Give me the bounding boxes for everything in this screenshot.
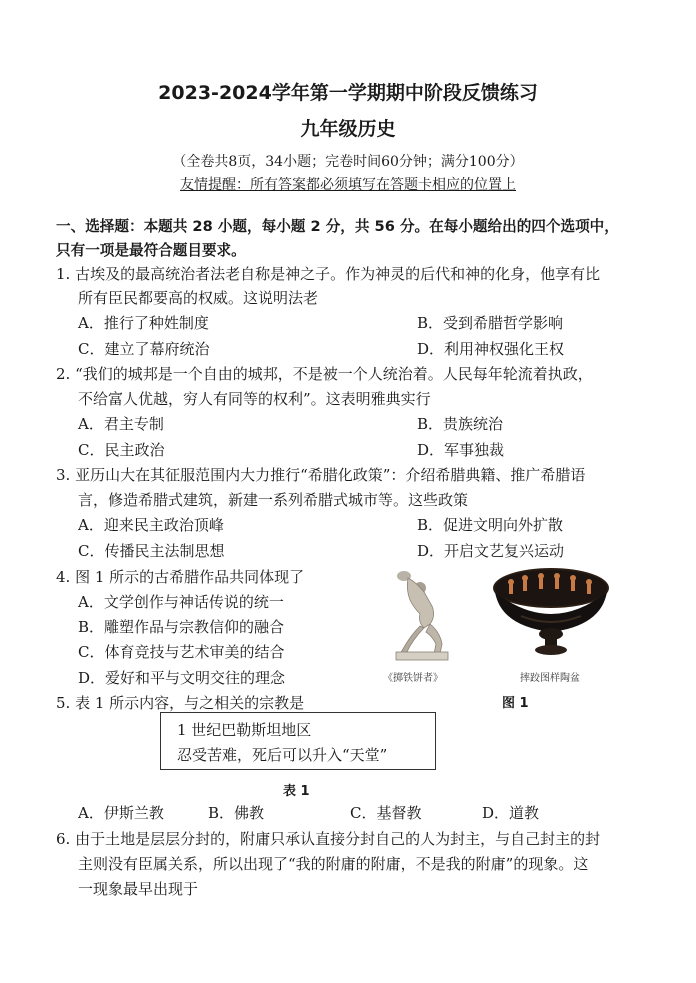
q2-option-b: B．贵族统治 — [417, 415, 504, 433]
q3-option-a: A．迎来民主政治顶峰 — [78, 516, 224, 534]
q6-stem-line1: 6. 由于土地是层层分封的，附庸只承认直接分封自己的人为封主，与自己封主的封 — [56, 830, 601, 848]
reminder-text: 友情提醒：所有答案都必须填写在答题卡相应的位置上 — [180, 177, 516, 193]
table-1-label: 表 1 — [283, 784, 310, 799]
q1-option-a: A．推行了种姓制度 — [78, 314, 209, 332]
figure-1-label: 图 1 — [502, 696, 529, 711]
q1-stem-line2: 所有臣民都要高的权威。这说明法老 — [78, 289, 319, 307]
q4-option-d: D．爱好和平与文明交往的理念 — [78, 669, 286, 687]
q4-option-a: A．文学创作与神话传说的统一 — [78, 593, 284, 611]
q5-option-d: D．道教 — [482, 804, 540, 822]
q5-option-a: A．伊斯兰教 — [78, 804, 164, 822]
q1-stem-line1: 1. 古埃及的最高统治者法老自称是神之子。作为神灵的后代和神的化身，他享有比 — [56, 265, 601, 283]
pottery-caption: 摔跤图样陶盆 — [520, 673, 580, 684]
exam-info: （全卷共8页，34小题；完卷时间60分钟；满分100分） — [172, 154, 524, 170]
q4-stem: 4. 图 1 所示的古希腊作品共同体现了 — [56, 568, 305, 586]
section-heading-line2: 只有一项是最符合题目要求。 — [56, 242, 246, 259]
exam-reminder — [0, 174, 696, 194]
q2-option-d: D．军事独裁 — [417, 441, 505, 459]
q3-option-d: D．开启文艺复兴运动 — [417, 542, 565, 560]
wrestling-pottery-bowl-image — [491, 566, 611, 662]
q1-option-d: D．利用神权强化王权 — [417, 340, 565, 358]
q6-stem-line2: 主则没有臣属关系，所以出现了“我的附庸的附庸，不是我的附庸”的现象。这 — [78, 855, 589, 873]
table-1-row-1: 1 世纪巴勒斯坦地区 — [177, 721, 312, 739]
q1-option-b: B．受到希腊哲学影响 — [417, 314, 564, 332]
table-1 — [160, 712, 436, 770]
q4-option-b: B．雕塑作品与宗教信仰的融合 — [78, 618, 285, 636]
q2-option-c: C．民主政治 — [78, 441, 165, 459]
q5-option-c: C．基督教 — [350, 804, 422, 822]
q6-stem-line3: 一现象最早出现于 — [78, 880, 199, 898]
q2-stem-line1: 2. “我们的城邦是一个自由的城邦，不是被一个人统治着。人民每年轮流着执政， — [56, 365, 593, 383]
q2-stem-line2: 不给富人优越，穷人有同等的权利”。这表明雅典实行 — [78, 390, 431, 408]
exam-title: 2023-2024学年第一学期期中阶段反馈练习 — [158, 82, 538, 104]
discobolus-caption: 《掷铁饼者》 — [383, 673, 443, 684]
q3-stem-line2: 言，修造希腊式建筑，新建一系列希腊式城市等。这些政策 — [78, 491, 469, 509]
q4-option-c: C．体育竞技与艺术审美的结合 — [78, 643, 285, 661]
q3-stem-line1: 3. 亚历山大在其征服范围内大力推行“希腊化政策”：介绍希腊典籍、推广希腊语 — [56, 466, 586, 484]
section-heading-line1: 一、选择题：本题共 28 小题，每小题 2 分，共 56 分。在每小题给出的四个选项中， — [56, 218, 619, 235]
table-1-row-2: 忍受苦难，死后可以升入“天堂” — [177, 746, 388, 764]
q2-option-a: A．君主专制 — [78, 415, 164, 433]
q5-stem: 5. 表 1 所示内容，与之相关的宗教是 — [56, 694, 305, 712]
q3-option-c: C．传播民主法制思想 — [78, 542, 225, 560]
discobolus-statue-image — [380, 566, 460, 662]
q5-option-b: B．佛教 — [208, 804, 265, 822]
q3-option-b: B．促进文明向外扩散 — [417, 516, 564, 534]
q1-option-c: C．建立了幕府统治 — [78, 340, 210, 358]
exam-subject: 九年级历史 — [300, 118, 396, 140]
